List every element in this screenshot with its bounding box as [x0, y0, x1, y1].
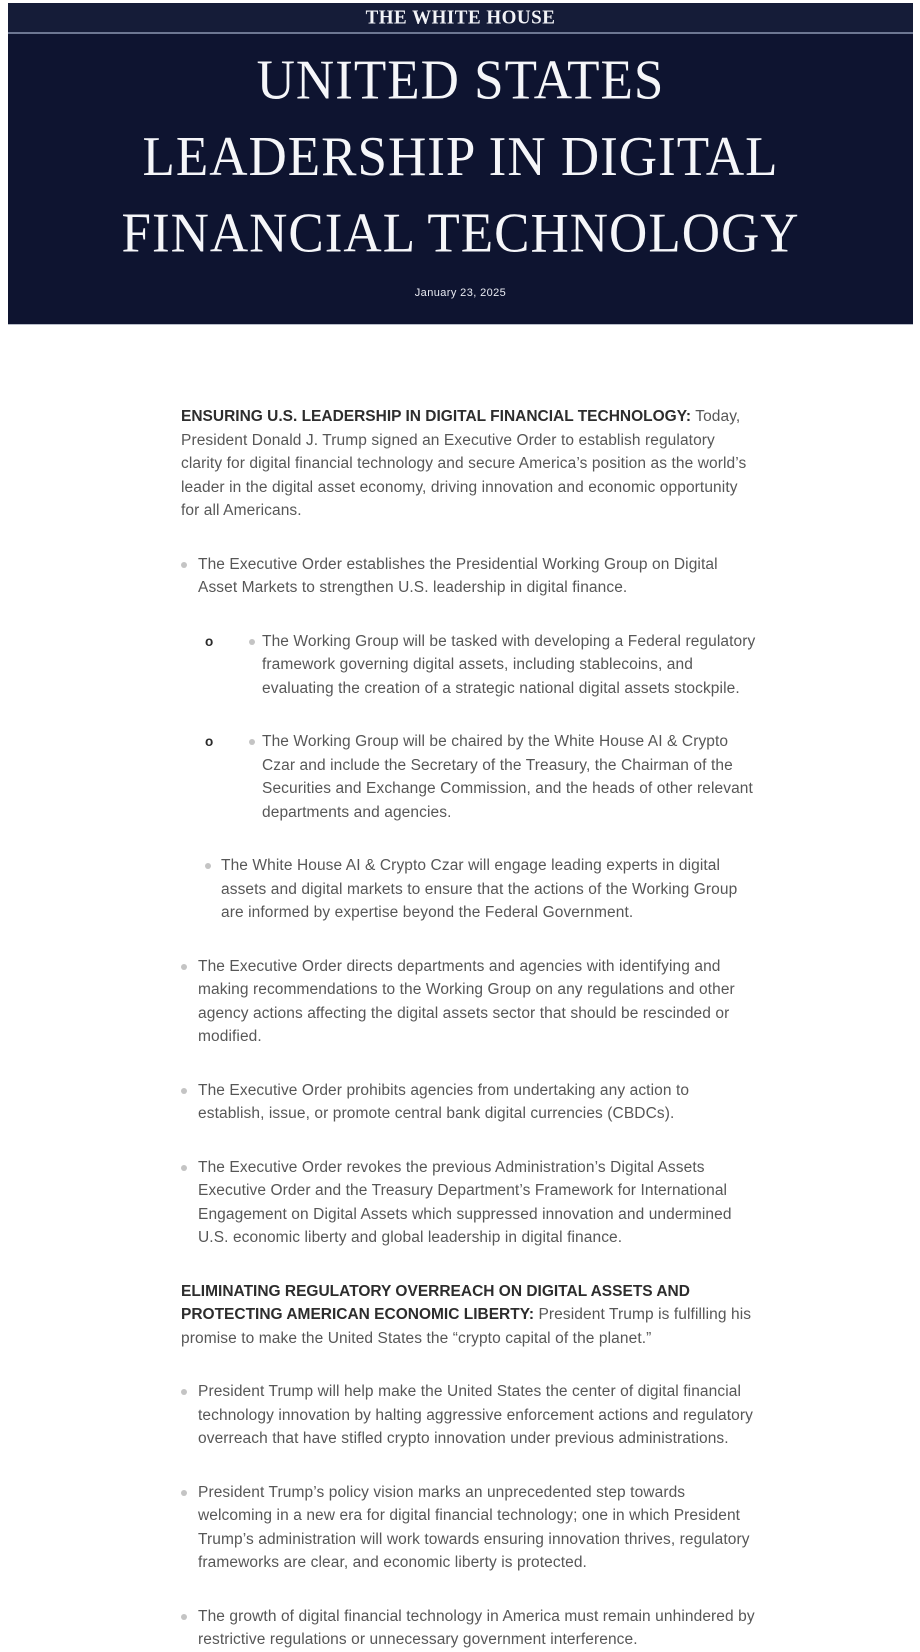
list-item [181, 955, 759, 1049]
list-item [181, 1605, 759, 1652]
list-item-text: The White House AI & Crypto Czar will engage leading experts in digital assets and digital markets to ensure that the actions of the Working Group are informed by expertise beyond the Federal Government. [221, 857, 738, 921]
masthead [8, 3, 913, 34]
masthead-home-link[interactable]: THE WHITE HOUSE [365, 6, 556, 29]
article-body [181, 325, 759, 1652]
publish-date: January 23, 2025 [414, 287, 507, 299]
list-item [181, 1156, 759, 1250]
list-item-text: The Executive Order directs departments and agencies with identifying and making recommendations to the Working Group on any regulations and other agency actions affecting the digital assets sector that should be rescinded or modified. [198, 957, 735, 1045]
header-hero-block [8, 3, 913, 325]
page-title [121, 43, 799, 272]
bullet-dot-icon [181, 1614, 187, 1620]
paragraph-lead: ELIMINATING REGULATORY OVERREACH ON DIGITAL ASSETS AND PROTECTING AMERICAN ECONOMIC LIBERTY: [181, 1282, 690, 1323]
list-item [181, 1380, 759, 1451]
list-item-text: The Working Group will be chaired by the White House AI & Crypto Czar and include the Secretary of the Treasury, the Chairman of the Securities and Exchange Commission, and the heads of other relevant departments and agencies. [262, 733, 753, 821]
list-item [205, 630, 759, 701]
paragraph: ELIMINATING REGULATORY OVERREACH ON DIGITAL ASSETS AND PROTECTING AMERICAN ECONOMIC LIBERTY: President Trump is fulfilling his promise to make the United States the “crypto capital of the planet.” [181, 1282, 752, 1347]
bullet-dot-icon [181, 1165, 187, 1171]
bullet-dot-icon [249, 739, 255, 745]
list-item-text: President Trump’s policy vision marks an unprecedented step towards welcoming in a new era for digital financial technology; one in which President Trump’s administration will work towards ensuring innovation thrives, regulatory frameworks are clear, and economic liberty is protected. [198, 1483, 750, 1571]
list-item [205, 730, 759, 824]
paragraph-lead: ENSURING U.S. LEADERSHIP IN DIGITAL FINANCIAL TECHNOLOGY: [181, 408, 692, 425]
bullet-dot-icon [205, 863, 211, 869]
bullet-circle-icon: o [205, 734, 214, 749]
list-item [205, 854, 759, 925]
list-item-text: The Executive Order establishes the Presidential Working Group on Digital Asset Markets to strengthen U.S. leadership in digital finance. [198, 555, 718, 596]
page-title-line: FINANCIAL TECHNOLOGY [121, 202, 800, 265]
list-item-text: The growth of digital financial technology in America must remain unhindered by restrictive regulations or unnecessary government interference. [198, 1607, 755, 1648]
page-title-line: LEADERSHIP IN DIGITAL [142, 126, 779, 188]
list-item-text: President Trump will help make the United States the center of digital financial technology innovation by halting aggressive enforcement actions and regulatory overreach that have stifled crypto innovation under previous administrations. [198, 1383, 753, 1447]
list-item-text: The Executive Order prohibits agencies from undertaking any action to establish, issue, or promote central bank digital currencies (CBDCs). [198, 1081, 690, 1122]
list-item [181, 553, 759, 600]
list-item-text: The Executive Order revokes the previous Administration’s Digital Assets Executive Order and the Treasury Department’s Framework for International Engagement on Digital Assets which suppressed innovation and undermined U.S. economic liberty and global leadership in digital finance. [198, 1158, 732, 1246]
page-frame [0, 0, 920, 325]
bullet-dot-icon [181, 1389, 187, 1395]
bullet-dot-icon [181, 964, 187, 970]
bullet-dot-icon [181, 562, 187, 568]
list-item-text: The Working Group will be tasked with developing a Federal regulatory framework governing digital assets, including stablecoins, and evaluating the creation of a strategic national digital assets stockpile. [262, 632, 756, 697]
bullet-dot-icon [181, 1088, 187, 1094]
page-title-line: UNITED STATES [256, 49, 665, 112]
paragraph: ENSURING U.S. LEADERSHIP IN DIGITAL FINANCIAL TECHNOLOGY: Today, President Donald J. Trump signed an Executive Order to establish regulatory clarity for digital financial technology and secure America’s position as the world’s leader in the digital asset economy, driving innovation and economic opportunity for all Americans. [181, 408, 747, 519]
bullet-dot-icon [249, 639, 255, 645]
list-item [181, 1079, 759, 1126]
bullet-dot-icon [181, 1490, 187, 1496]
hero [8, 34, 913, 324]
bullet-circle-icon: o [205, 633, 214, 649]
list-item [181, 1481, 759, 1575]
